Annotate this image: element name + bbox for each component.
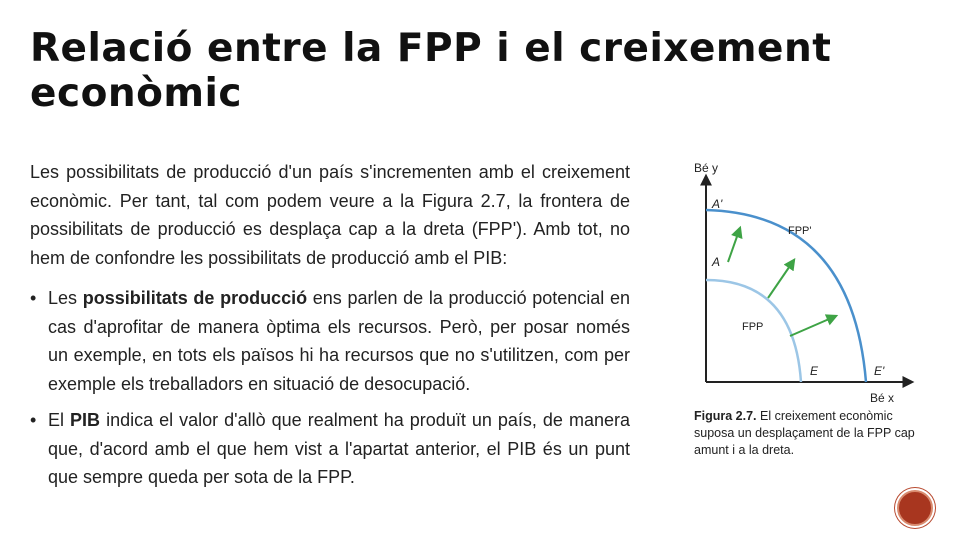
- intro-paragraph: Les possibilitats de producció d'un país s'incrementen amb el creixement econòmic. Per tant, tal com podem veure a la Figura 2.7, la frontera de possibilitats de producció es desplaça cap a la dreta (FPP'). Amb tot, no hem de confondre les possibilitats de producció amb el PIB:: [30, 162, 630, 268]
- point-a-label: A: [712, 255, 721, 269]
- shift-arrow: [790, 316, 836, 336]
- fpp-outer-curve: [706, 210, 866, 382]
- caption-figure-number: Figura 2.7.: [694, 409, 757, 423]
- bullet-text-pre: Les: [48, 288, 83, 308]
- bullet-bold-term: possibilitats de producció: [82, 288, 308, 308]
- y-axis-label: Bé y: [694, 161, 719, 175]
- bullet-bold-term: PIB: [70, 410, 101, 430]
- curve-outer-label: FPP': [788, 225, 812, 237]
- point-e-label: E: [810, 364, 819, 378]
- bullet-marker: •: [30, 288, 37, 308]
- point-a-prime-label: A': [712, 197, 723, 211]
- slide-body: [30, 158, 630, 500]
- bullet-marker: •: [30, 410, 37, 430]
- shift-arrow: [768, 260, 794, 298]
- x-axis-label: Bé x: [870, 391, 895, 405]
- bullet-text-pre: El: [48, 410, 71, 430]
- curve-inner-label: FPP: [742, 321, 764, 333]
- circle-button-icon[interactable]: [897, 490, 933, 526]
- caption-text: El creixement econòmic suposa un desplaçament de la FPP cap amunt i a la dreta.: [694, 409, 915, 457]
- shift-arrow: [728, 228, 740, 262]
- bullet-item-possibilitats: [30, 284, 630, 398]
- figure-caption: [694, 408, 924, 459]
- bullet-text-post: indica el valor d'allò que realment ha produït un país, de manera que, d'acord amb el que hem vist a l'apartat anterior, el PIB és un punt que sempre queda per sota de la FPP.: [48, 410, 630, 487]
- bullet-text-post: ens parlen de la producció potencial en cas d'aprofitar de manera òptima els recursos. Però, per posar només un exemple, en tots els països hi ha recursos que no s'utilitzen, com per exemple els treballadors en situació de desocupació.: [48, 288, 630, 394]
- bullet-item-pib: [30, 406, 630, 492]
- point-e-prime-label: E': [874, 364, 885, 378]
- slide-title: Relació entre la FPP i el creixement econòmic: [30, 26, 832, 116]
